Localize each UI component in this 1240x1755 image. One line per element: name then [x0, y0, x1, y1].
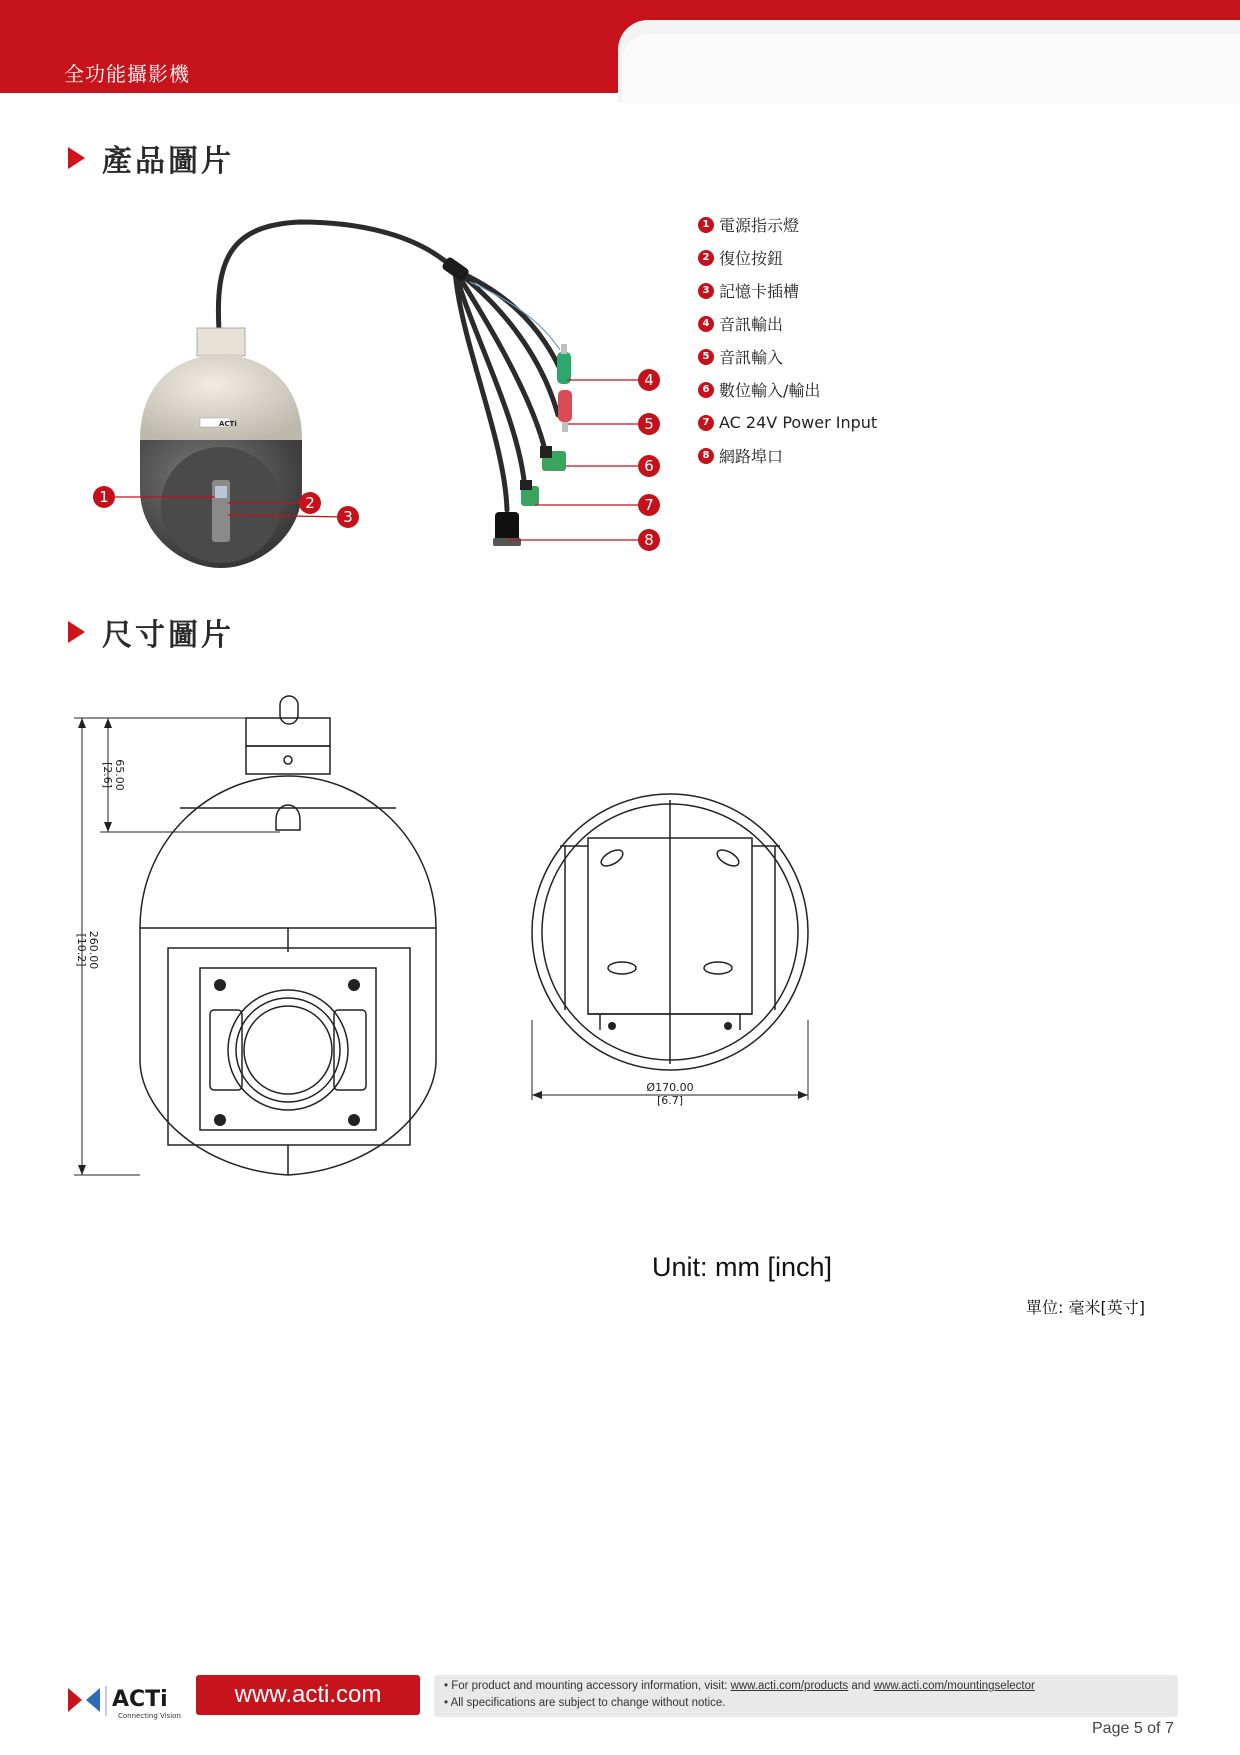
- legend-number: 6: [698, 382, 714, 398]
- section-heading-product: [68, 138, 234, 178]
- legend-label: 記憶卡插槽: [719, 282, 800, 301]
- dimension-height-top-inch: [2.6]: [101, 761, 114, 789]
- legend-number: 5: [698, 349, 714, 365]
- dimension-height-total-inch: [10.2]: [75, 933, 88, 967]
- camera-brand-label: ACTi: [219, 420, 237, 428]
- legend-label: AC 24V Power Input: [719, 413, 878, 432]
- bullet-triangle-icon: [68, 147, 85, 169]
- product-photo: [0, 200, 700, 580]
- legend-item: [698, 307, 877, 340]
- page-title: 全功能攝影機: [64, 62, 190, 86]
- header-panel: [622, 34, 1240, 104]
- legend-label: 電源指示燈: [719, 216, 800, 235]
- website-link[interactable]: www.acti.com: [196, 1675, 420, 1715]
- legend-number: 7: [698, 415, 714, 431]
- section-title: 產品圖片: [102, 144, 234, 179]
- callout-3: 3: [343, 508, 353, 526]
- acti-logo: [66, 1676, 184, 1722]
- legend-item: [698, 340, 877, 373]
- legend-item: [698, 406, 877, 439]
- legend-item: [698, 208, 877, 241]
- section-heading-dimension: [68, 612, 234, 652]
- dimension-height-total: 260.00: [87, 930, 100, 970]
- callout-8: 8: [644, 531, 654, 549]
- legend-label: 音訊輸出: [719, 315, 784, 334]
- bullet-triangle-icon: [68, 621, 85, 643]
- legend-number: 1: [698, 217, 714, 233]
- unit-label-english: Unit: mm [inch]: [652, 1252, 833, 1282]
- legend-label: 音訊輸入: [719, 348, 784, 367]
- legend-label: 數位輸入/輸出: [719, 381, 821, 400]
- legend-number: 8: [698, 448, 714, 464]
- callout-6: 6: [644, 457, 654, 475]
- legend-number: 2: [698, 250, 714, 266]
- legend-number: 3: [698, 283, 714, 299]
- dimension-drawing: [0, 680, 860, 1200]
- section-title: 尺寸圖片: [102, 618, 234, 653]
- products-link[interactable]: www.acti.com/products: [730, 1680, 849, 1692]
- footer-note-line-2: • All specifications are subject to change without notice.: [444, 1697, 726, 1709]
- footer-note-line-1: [444, 1678, 1168, 1695]
- legend-label: 復位按鈕: [719, 249, 784, 268]
- callout-1: 1: [99, 488, 109, 506]
- legend-number: 4: [698, 316, 714, 332]
- callout-4: 4: [644, 371, 654, 389]
- dimension-height-top: 65.00: [113, 759, 126, 791]
- port-legend: [698, 208, 877, 472]
- dimension-diameter-inch: [6.7]: [656, 1094, 684, 1107]
- mountingselector-link[interactable]: www.acti.com/mountingselector: [873, 1680, 1035, 1692]
- footer-note: [434, 1675, 1178, 1717]
- dimension-diameter: Ø170.00: [646, 1081, 694, 1094]
- unit-label-chinese: 單位: 毫米[英寸]: [1026, 1298, 1145, 1317]
- callout-2: 2: [305, 494, 315, 512]
- page-number: Page 5 of 7: [1092, 1720, 1174, 1737]
- legend-item: [698, 274, 877, 307]
- callout-7: 7: [644, 496, 654, 514]
- legend-item: [698, 373, 877, 406]
- legend-item: [698, 439, 877, 472]
- footer-note-prefix: • For product and mounting accessory information, visit:: [444, 1680, 728, 1692]
- legend-item: [698, 241, 877, 274]
- acti-logo-tagline: Connecting Vision: [118, 1712, 181, 1720]
- acti-logo-text: ACTi: [112, 1687, 168, 1712]
- legend-label: 網路埠口: [719, 447, 784, 466]
- callout-5: 5: [644, 415, 654, 433]
- footer-note-and: and: [851, 1680, 871, 1692]
